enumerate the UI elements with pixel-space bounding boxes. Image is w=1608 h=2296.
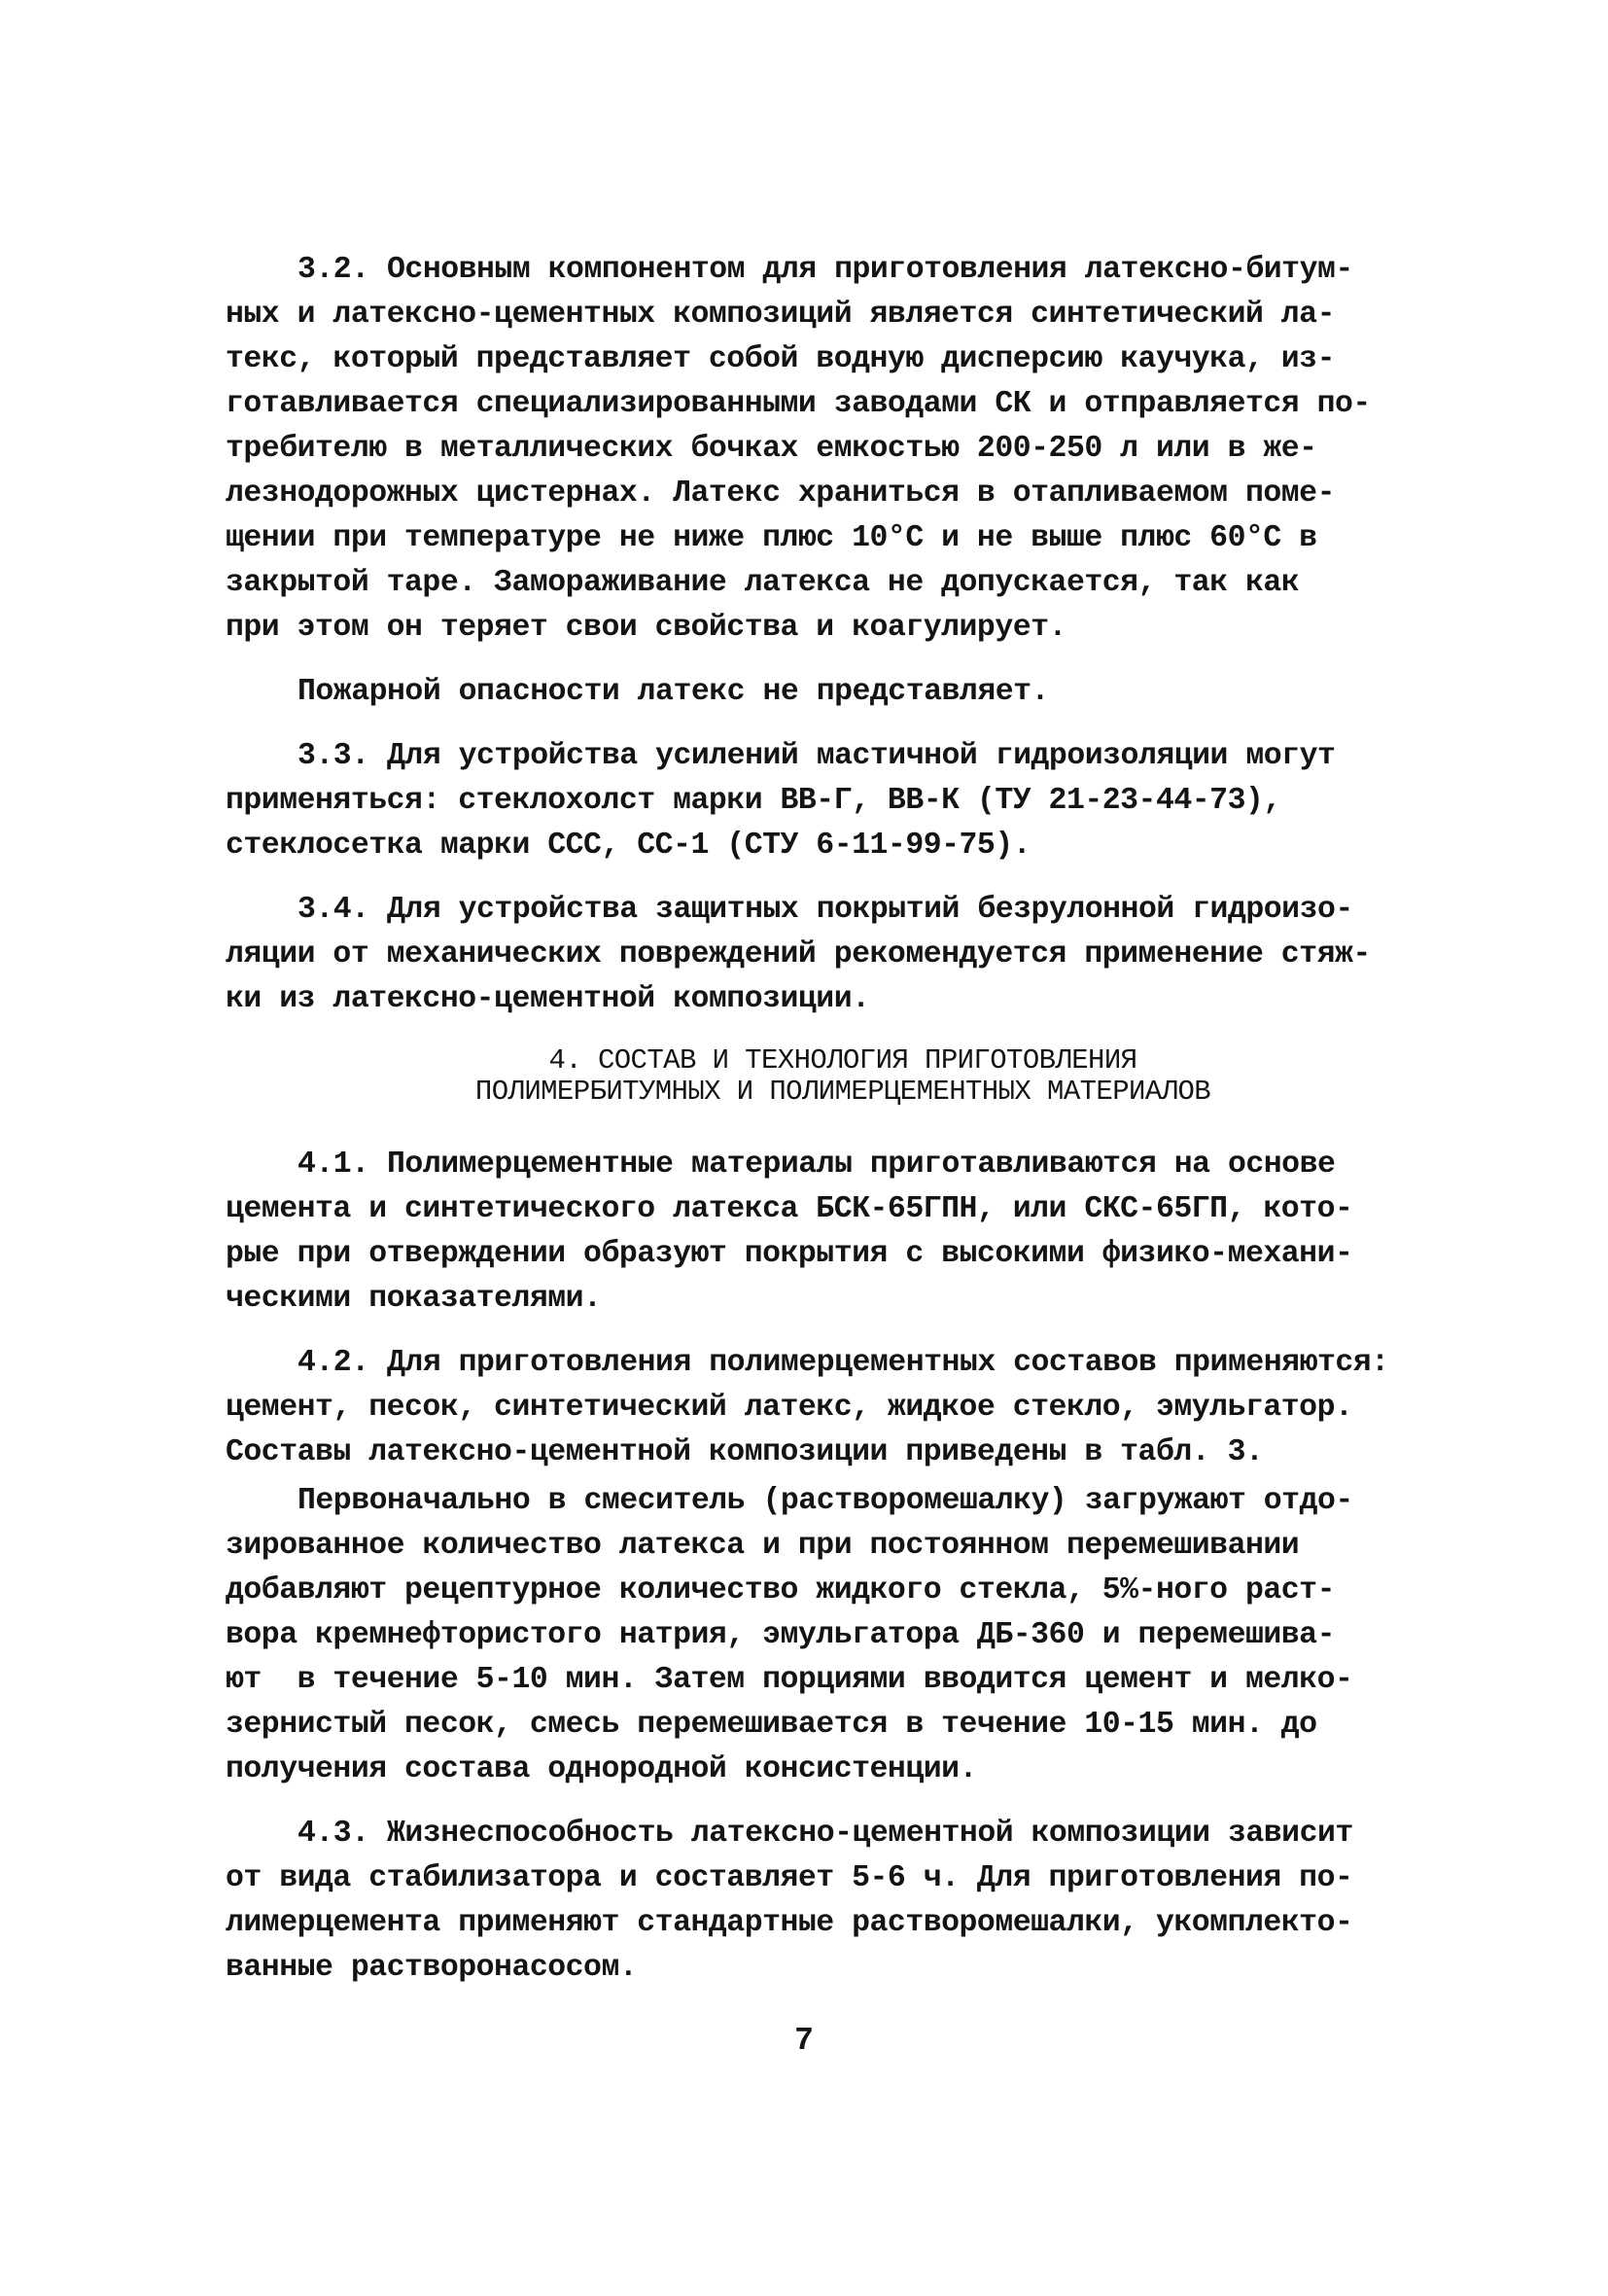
text-line: требителю в металлических бочках емкостью 200-250 л или в же- xyxy=(226,432,1317,466)
text-line: закрытой таре. Замораживание латекса не допускается, так как xyxy=(226,566,1300,600)
text-line: добавляют рецептурное количество жидкого стекла, 5%-ного раст- xyxy=(226,1573,1335,1607)
paragraph-3-3 xyxy=(226,734,1431,868)
paragraph-3-2 xyxy=(226,248,1431,651)
text-line: лимерцемента применяют стандартные растворомешалки, укомплекто- xyxy=(226,1906,1353,1940)
text-line: ют в течение 5-10 мин. Затем порциями вводится цемент и мелко- xyxy=(226,1663,1353,1697)
document-page xyxy=(226,248,1431,2010)
text-line: 3.2. Основным компонентом для приготовления латексно-битум- xyxy=(297,253,1353,287)
text-line: 3.3. Для устройства усилений мастичной гидроизоляции могут xyxy=(297,739,1336,773)
text-line: Пожарной опасности латекс не представляет. xyxy=(297,675,1049,709)
paragraph-fire-safety xyxy=(226,670,1431,715)
heading-line: ПОЛИМЕРБИТУМНЫХ И ПОЛИМЕРЦЕМЕНТНЫХ МАТЕРИАЛОВ xyxy=(474,1076,1211,1108)
text-line: текс, который представляет собой водную дисперсию каучука, из- xyxy=(226,342,1335,376)
paragraph-4-2-process xyxy=(226,1479,1431,1792)
text-line: 4.2. Для приготовления полимерцементных составов применяются: xyxy=(297,1346,1389,1380)
text-line: 3.4. Для устройства защитных покрытий бeзрулонной гидроизо- xyxy=(297,893,1353,927)
page-number: 7 xyxy=(794,2023,814,2059)
text-line: щении при температуре не ниже плюс 10°С и не выше плюс 60°С в xyxy=(226,521,1317,555)
text-line: 4.3. Жизнеспособность латексно-цементной композиции зависит xyxy=(297,1817,1353,1851)
text-line: 4.1. Полимерцементные материалы приготавливаются на основе xyxy=(297,1148,1336,1182)
text-line: ванные растворонасосом. xyxy=(226,1951,638,1985)
text-line: цемента и синтетического латекса БСК-65ГПН, или СКС-65ГП, кото- xyxy=(226,1192,1353,1226)
text-line: лезнодорожных цистернах. Латекс храниться в отапливаемом поме- xyxy=(226,477,1335,511)
section-heading-4 xyxy=(226,1045,1431,1108)
heading-line: 4. СОСТАВ И ТЕХНОЛОГИЯ ПРИГОТОВЛЕНИЯ xyxy=(548,1044,1137,1077)
paragraph-3-4 xyxy=(226,888,1431,1022)
text-line: готавливается специализированными заводами СК и отправляется по- xyxy=(226,387,1371,421)
text-line: вора кремнефтористого натрия, эмульгатора ДБ-360 и перемешива- xyxy=(226,1618,1335,1652)
paragraph-4-1 xyxy=(226,1143,1431,1322)
text-line: получения состава однородной консистенции. xyxy=(226,1752,977,1786)
text-line: применяться: стеклохолст марки ВВ-Г, ВВ-К (ТУ 21-23-44-73), xyxy=(226,784,1281,818)
text-line: зернистый песок, смесь перемешивается в течение 10-15 мин. до xyxy=(226,1708,1317,1742)
text-line: при этом он теряет свои свойства и коагулирует. xyxy=(226,611,1066,645)
paragraph-4-2 xyxy=(226,1341,1431,1475)
text-line: цемент, песок, синтетический латекс, жидкое стекло, эмульгатор. xyxy=(226,1391,1353,1425)
text-line: зированное количество латекса и при постоянном перемешивании xyxy=(226,1529,1300,1563)
text-line: стеклосетка марки ССС, СС-1 (СТУ 6-11-99-75). xyxy=(226,829,1031,863)
text-line: ки из латексно-цементной композиции. xyxy=(226,982,870,1016)
text-line: ляции от механических повреждений рекомендуется применение стяж- xyxy=(226,937,1371,971)
paragraph-4-3 xyxy=(226,1812,1431,1991)
text-line: Первоначально в смеситель (растворомешалку) загружают отдо- xyxy=(297,1484,1353,1518)
text-line: ческими показателями. xyxy=(226,1282,602,1316)
text-line: Составы латексно-цементной композиции приведены в табл. 3. xyxy=(226,1435,1264,1469)
text-line: ных и латексно-цементных композиций является синтетический ла- xyxy=(226,298,1335,332)
text-line: от вида стабилизатора и составляет 5-6 ч. Для приготовления по- xyxy=(226,1861,1353,1895)
text-line: рые при отверждении образуют покрытия с высокими физико-механи- xyxy=(226,1237,1353,1271)
